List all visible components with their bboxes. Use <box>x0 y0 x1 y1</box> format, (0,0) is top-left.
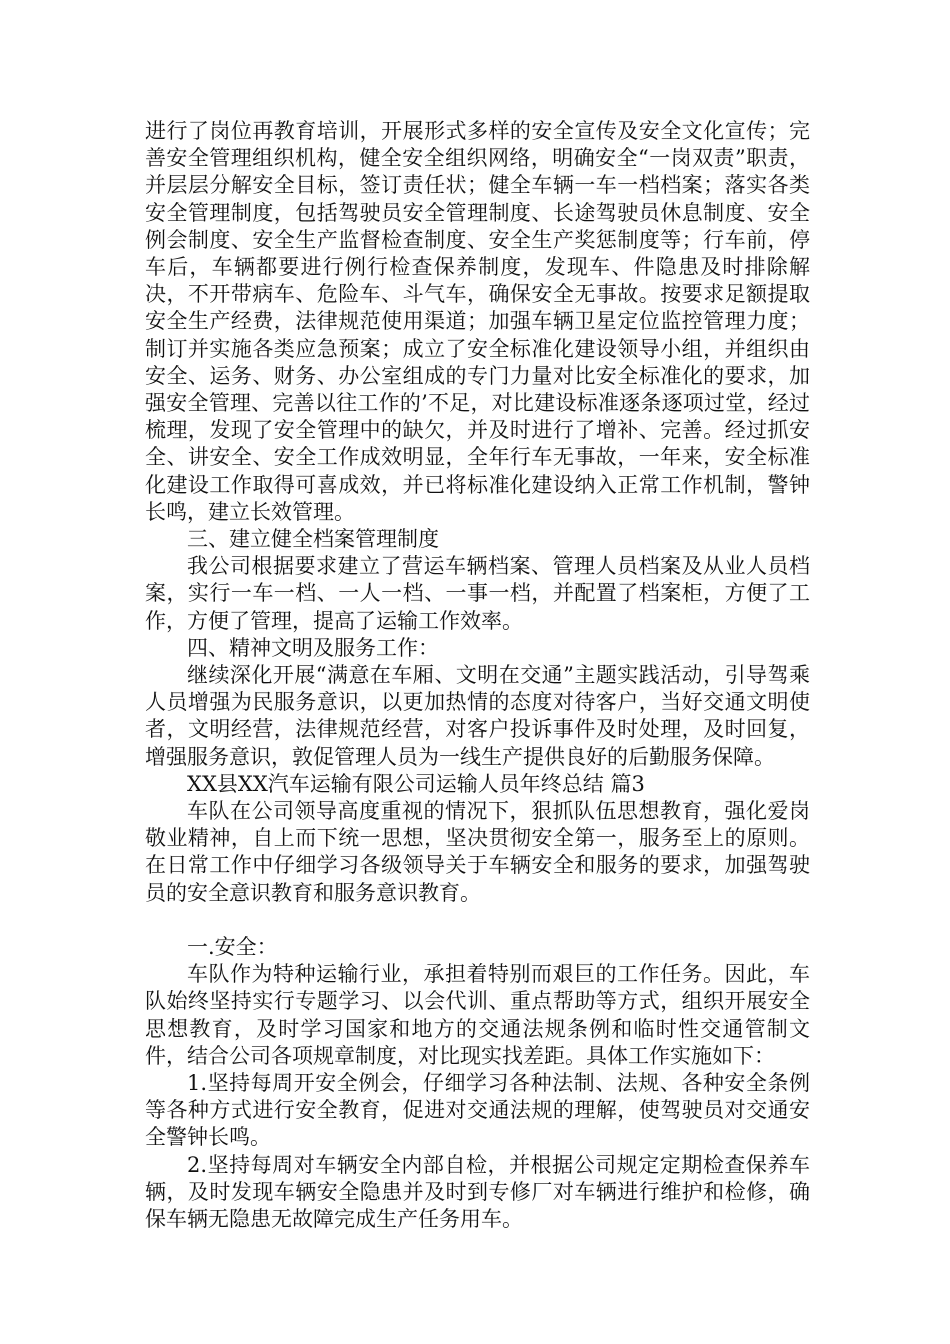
paragraph-safety: 车队作为特种运输行业，承担着特别而艰巨的工作任务。因此，车队始终坚持实行专题学习、以会代训、重点帮助等方式，组织开展安全思想教育，及时学习国家和地方的交通法规条例和临时性交通管制文件，结合公司各项规章制度，对比现实找差距。具体工作实施如下： <box>145 962 810 1068</box>
paragraph-safety-management: 进行了岗位再教育培训，开展形式多样的安全宣传及安全文化宣传；完善安全管理组织机构，健全安全组织网络，明确安全“一岗双责”职责，并层层分解安全目标，签订责任状；健全车辆一车一档档案；落实各类安全管理制度，包括驾驶员安全管理制度、长途驾驶员休息制度、安全例会制度、安全生产监督检查制度、安全生产奖惩制度等；行车前，停车后，车辆都要进行例行检查保养制度，发现车、件隐患及时排除解决，不开带病车、危险车、斗气车，确保安全无事故。按要求足额提取安全生产经费，法律规范使用渠道；加强车辆卫星定位监控管理力度；制订并实施各类应急预案；成立了安全标准化建设领导小组，并组织由安全、运务、财务、办公室组成的专门力量对比安全标准化的要求，加强安全管理、完善以往工作的’不足，对比建设标准逐条逐项过堂，经过梳理，发现了安全管理中的缺欠，并及时进行了增补、完善。经过抓安全、讲安全、安全工作成效明显，全年行车无事故，一年来，安全标准化建设工作取得可喜成效，并已将标准化建设纳入正常工作机制，警钟长鸣，建立长效管理。 <box>145 119 810 524</box>
heading-part3: XX县XX汽车运输有限公司运输人员年终总结 篇3 <box>187 771 645 796</box>
list-item-1: 1.坚持每周开安全例会，仔细学习各种法制、法规、各种安全条例等各种方式进行安全教育，促进对交通法规的理解，使驾驶员对交通安全警钟长鸣。 <box>145 1070 810 1150</box>
heading-safety: 一.安全： <box>187 934 278 959</box>
paragraph-archives: 我公司根据要求建立了营运车辆档案、管理人员档案及从业人员档案，实行一车一档、一人一档、一事一档，并配置了档案柜，方便了工作，方便了管理，提高了运输工作效率。 <box>145 554 810 633</box>
blank-line <box>145 907 810 934</box>
list-item-2: 2.坚持每周对车辆安全内部自检，并根据公司规定定期检查保养车辆，及时发现车辆安全隐患并及时到专修厂对车辆进行维护和检修，确保车辆无隐患无故障完成生产任务用车。 <box>145 1152 810 1231</box>
heading-archives: 三、建立健全档案管理制度 <box>187 527 439 552</box>
document-body <box>145 118 810 1233</box>
heading-civilization: 四、精神文明及服务工作： <box>187 635 439 660</box>
paragraph-civilization: 继续深化开展“满意在车厢、文明在交通”主题实践活动，引导驾乘人员增强为民服务意识，以更加热情的态度对待客户，当好交通文明使者，文明经营，法律规范经营，对客户投诉事件及时处理，及时回复，增强服务意识，敦促管理人员为一线生产提供良好的后勤服务保障。 <box>145 663 810 769</box>
paragraph-team: 车队在公司领导高度重视的情况下，狠抓队伍思想教育，强化爱岗敬业精神，自上而下统一思想，坚决贯彻安全第一，服务至上的原则。在日常工作中仔细学习各级领导关于车辆安全和服务的要求，加强驾驶员的安全意识教育和服务意识教育。 <box>145 799 810 905</box>
